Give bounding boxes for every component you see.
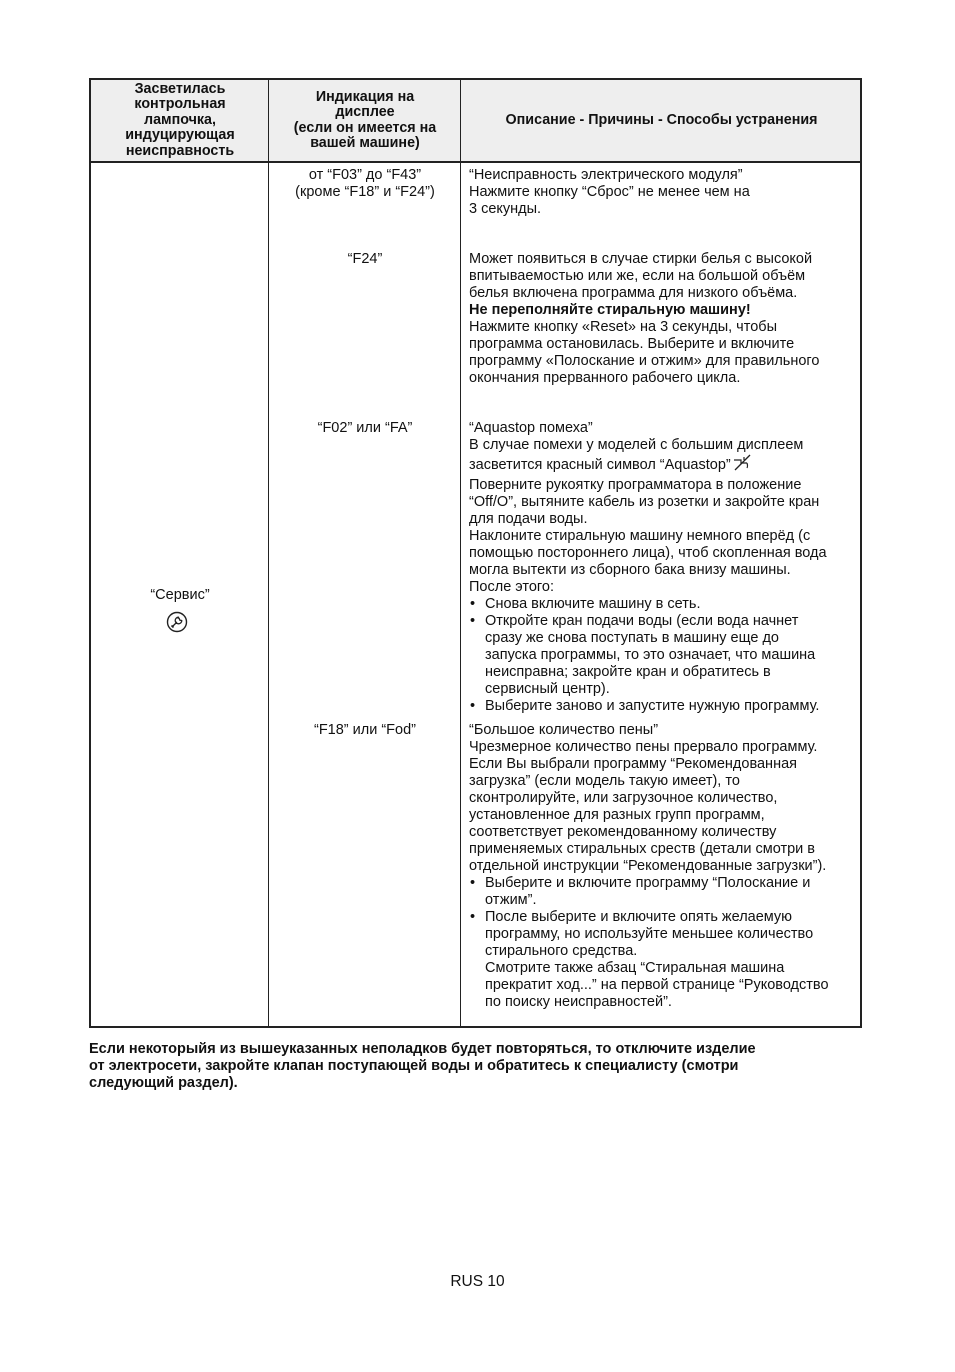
list-item: • Снова включите машину в сеть. — [469, 596, 861, 613]
list-item: • Выберите и включите программу “Полоскание и отжим”. — [469, 875, 861, 909]
list-item: • Откройте кран подачи воды (если вода начнет сразу же снова поступать в машину еще до запуска программы, то это означает, что машина неисправна; закройте кран и обратитесь в сервисный центр). — [469, 613, 861, 698]
error-code-module: от “F03” до “F43” (кроме “F18” и “F24”) — [295, 167, 435, 200]
list-item: • Выберите заново и запустите нужную программу. — [469, 698, 861, 715]
description-f02: “Aquastop помеха” В случае помехи у моделей с большим дисплеем засветится красный символ “Aquastop” Поверните рукоятку программатора в положение “Off/O”, вытяните кабель из розетки и закройте кран для подачи воды. Наклоните стиральную машину немного вперёд (с помощью постороннего лица), чтоб скопленная вода могла вытекти из сборного бака внизу машины. После этого: • Снова включите машину в сеть. • Откройте кран подачи воды (если вода начнет сразу же снова поступать в машину еще до запуска программы, то это означает, что машина неисправна; закройте кран и обратитесь в сервисный центр). • Выберите заново и запустите нужную программу. — [469, 420, 861, 715]
warning-text: Не переполняйте стиральную машину! — [469, 302, 751, 318]
error-code-f24: “F24” — [347, 251, 383, 267]
column-divider — [460, 80, 461, 1026]
header-lamp: Засветилась контрольная лампочка, индуцирующая неисправность — [125, 80, 235, 159]
description-module: “Неисправность электрического модуля” Нажмите кнопку “Сброс” не менее чем на 3 секунды. — [469, 167, 750, 217]
description-f18: “Большое количество пены” Чрезмерное количество пены прервало программу. Если Вы выбрали программу “Рекомендованная загрузка” (если модель такую имеет), то сконтролируйте, или загрузочное количество, установленное для разных групп программ, соответствует рекомендованному количеству применяемых стиральных среств (детали смотри в отдельной инструкции “Рекомендованные загрузки”). • Выберите и включите программу “Полоскание и отжим”. • После выберите и включите опять желаемую программу, но используйте меньшее количество стирального средства. Смотрите также абзац “Стиральная машина прекратит ход...” на первой странице “Руководство по поиску неисправностей”. — [469, 722, 861, 1011]
aquastop-icon — [731, 454, 753, 477]
wrench-circle-icon — [166, 611, 188, 638]
column-divider — [268, 80, 269, 1026]
page-number: RUS 10 — [450, 1273, 505, 1290]
footer-note: Если некоторыйя из вышеуказанных неполадков будет повторяться, то отключите изделие от электросети, закройте клапан поступающей воды и обратитесь к специалисту (смотри следующий раздел). — [89, 1041, 756, 1091]
error-code-f02: “F02” или “FA” — [317, 420, 413, 436]
description-f24: Может появиться в случае стирки белья с высокой впитываемостью или же, если на большой объём белья включена программа для низкого объёма. Не переполняйте стиральную машину! Нажмите кнопку «Reset» на 3 секунды, чтобы программа остановилась. Выберите и включите программу «Полоскание и отжим» для правильного окончания прерванного рабочего цикла. — [469, 251, 861, 387]
error-code-f18: “F18” или “Fod” — [313, 722, 416, 738]
list-item: • После выберите и включите опять желаемую программу, но используйте меньшее количество стирального средства. Смотрите также абзац “Стиральная машина прекратит ход...” на первой странице “Руководство по поиску неисправностей”. — [469, 909, 861, 1011]
header-display: Индикация на дисплее (если он имеется на вашей машине) — [293, 88, 437, 151]
lamp-label: “Сервис” — [150, 587, 210, 603]
header-description: Описание - Причины - Способы устранения — [505, 111, 818, 128]
table-header — [91, 80, 860, 163]
